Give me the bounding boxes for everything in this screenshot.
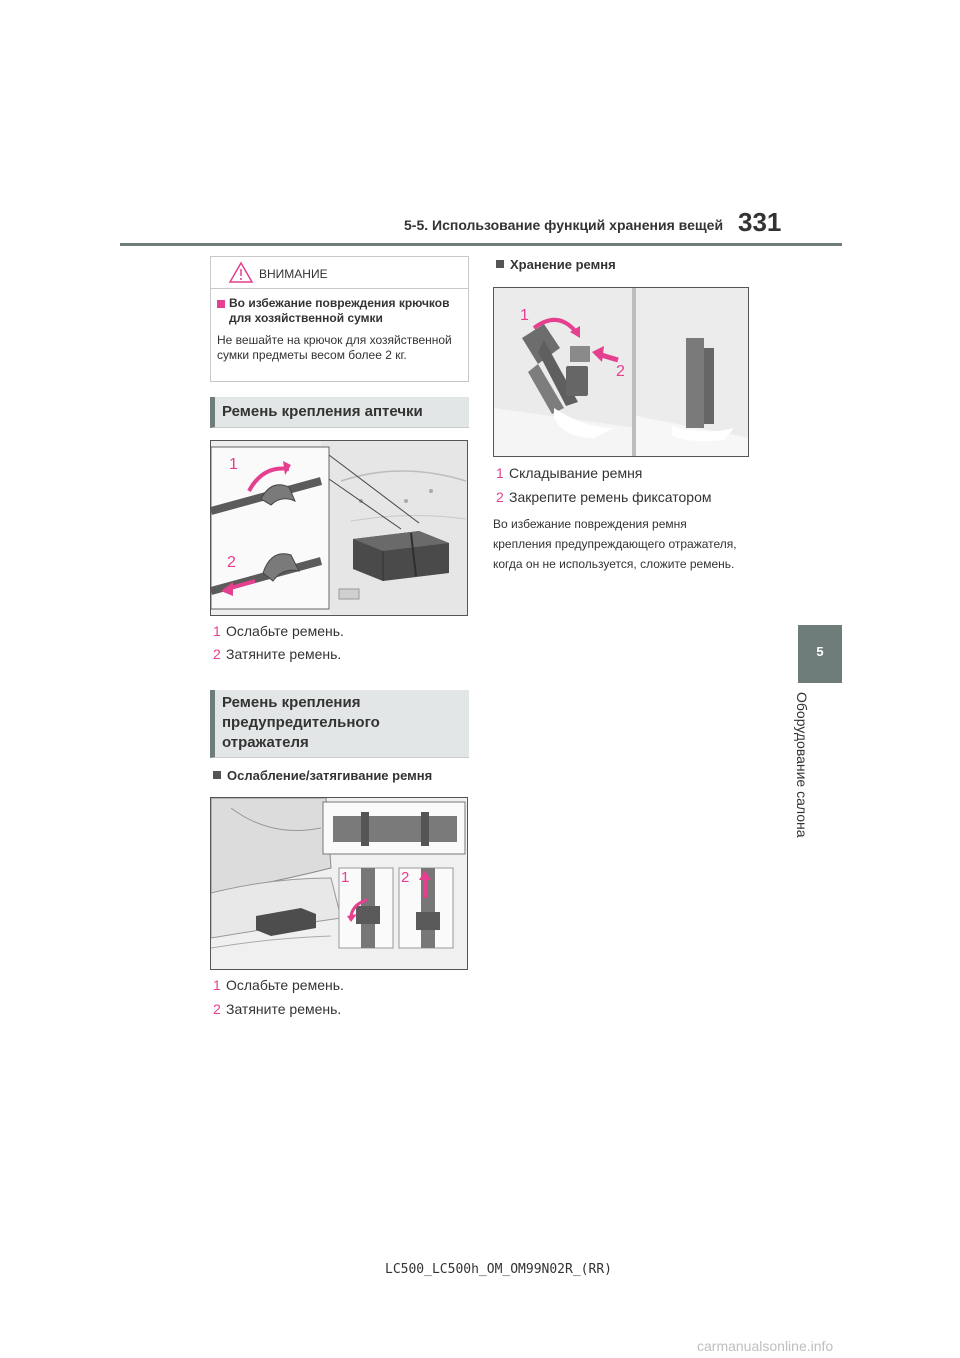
section-title: 5-5. Использование функций хранения вещей [404,217,724,233]
step-text: Ослабьте ремень. [226,623,344,639]
figure-label-1: 1 [229,456,238,473]
reflector-heading: Ремень крепления предупредительного отражателя [210,690,469,758]
first-aid-heading: Ремень крепления аптечки [210,397,469,428]
step-number: 1 [496,465,504,481]
caution-header [211,257,468,289]
document-code: LC500_LC500h_OM_OM99N02R_(RR) [385,1262,612,1277]
watermark: carmanualsonline.info [697,1338,834,1354]
figure-label-2: 2 [616,363,625,380]
caution-title: ВНИМАНИЕ [259,267,328,281]
step-number: 1 [213,623,221,639]
page-number: 331 [738,207,782,237]
storage-step-2 [496,489,712,505]
reflector-subhead [213,768,432,783]
bullet-square-icon [213,771,221,779]
reflector-step-1 [213,977,344,993]
figure-label-2: 2 [401,869,410,886]
first-aid-step-2 [213,646,341,662]
figure-label-2: 2 [227,554,236,571]
step-number: 2 [213,1001,221,1017]
figure-label-1: 1 [520,307,529,324]
step-text: Затяните ремень. [226,646,342,662]
step-number: 1 [213,977,221,993]
figure-label-1: 1 [341,869,350,886]
storage-step-1 [496,465,642,481]
reflector-illustration [211,798,468,970]
step-text: Ослабьте ремень. [226,977,344,993]
chapter-label: Оборудование салона [794,692,810,838]
storage-subhead [496,257,616,272]
first-aid-illustration [211,441,468,616]
step-text: Складывание ремня [509,465,643,481]
caution-subtitle-text: Во избежание повреждения крючков для хозяйственной сумки [229,296,450,325]
subhead-text: Хранение ремня [510,257,616,272]
subhead-text: Ослабление/затягивание ремня [227,768,433,783]
bullet-square-icon [496,260,504,268]
first-aid-step-1 [213,623,344,639]
bullet-square-icon [217,300,225,308]
step-text: Затяните ремень. [226,1001,342,1017]
chapter-tab[interactable]: 5 [798,625,842,683]
reflector-figure [210,797,468,970]
warning-triangle-icon [228,261,254,284]
step-number: 2 [496,489,504,505]
header-rule [120,243,842,246]
reflector-step-2 [213,1001,341,1017]
first-aid-figure [210,440,468,616]
storage-note: Во избежание повреждения ремня крепления предупреждающего отражателя, когда он не используется, сложите ремень. [493,517,737,571]
step-text: Закрепите ремень фиксатором [509,489,712,505]
caution-box [210,256,469,382]
storage-figure [493,287,749,457]
caution-text: Не вешайте на крючок для хозяйственной сумки предметы весом более 2 кг. [217,333,452,362]
storage-illustration [494,288,749,457]
step-number: 2 [213,646,221,662]
caution-subtitle [229,296,460,326]
